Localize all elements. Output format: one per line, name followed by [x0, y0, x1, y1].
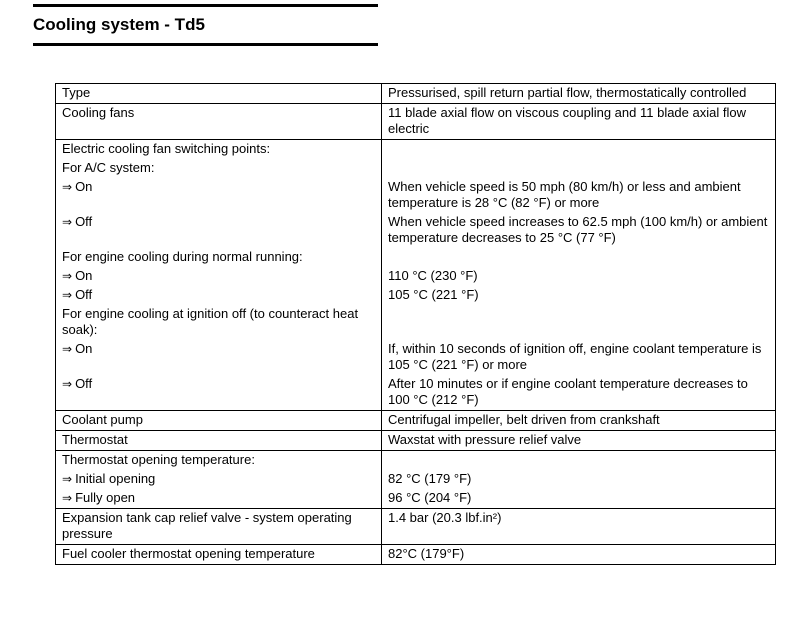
spec-row — [56, 84, 776, 104]
spec-label: On — [75, 341, 93, 356]
spec-value: 1.4 bar (20.3 lbf.in²) — [388, 510, 502, 525]
spec-label-cell — [56, 84, 382, 104]
spec-value-cell — [382, 411, 776, 431]
spec-value-cell — [382, 545, 776, 565]
spec-label: For engine cooling at ignition off (to counteract heat soak): — [62, 306, 359, 337]
spec-value: Pressurised, spill return partial flow, thermostatically controlled — [388, 85, 747, 100]
spec-value: Centrifugal impeller, belt driven from crankshaft — [388, 412, 660, 427]
spec-value: Waxstat with pressure relief valve — [388, 432, 582, 447]
spec-label: For engine cooling during normal running: — [62, 249, 303, 264]
spec-row — [56, 267, 776, 286]
spec-label: Thermostat opening temperature: — [62, 452, 255, 467]
spec-value-cell — [382, 489, 776, 509]
spec-label-cell — [56, 470, 382, 489]
spec-label-cell — [56, 104, 382, 140]
section-heading — [33, 4, 378, 46]
spec-label-cell — [56, 286, 382, 305]
spec-table-body — [56, 84, 776, 565]
spec-label-cell — [56, 411, 382, 431]
spec-value: 96 °C (204 °F) — [388, 490, 472, 505]
spec-label: On — [75, 179, 93, 194]
spec-row — [56, 286, 776, 305]
spec-value: When vehicle speed increases to 62.5 mph (100 km/h) or ambient temperature decreases to 25 °C (77 °F) — [388, 214, 768, 245]
spec-label: Expansion tank cap relief valve - system operating pressure — [62, 510, 352, 541]
spec-label-cell — [56, 305, 382, 340]
spec-label-cell — [56, 140, 382, 160]
spec-label: Off — [75, 214, 93, 229]
spec-value-cell — [382, 178, 776, 213]
spec-label: Cooling fans — [62, 105, 135, 120]
spec-row — [56, 451, 776, 471]
arrow-right-icon: ⇒ — [62, 215, 73, 229]
spec-label: Thermostat — [62, 432, 128, 447]
spec-label-cell — [56, 340, 382, 375]
spec-value-cell — [382, 451, 776, 471]
spec-row — [56, 375, 776, 411]
spec-label-cell — [56, 178, 382, 213]
spec-row — [56, 411, 776, 431]
spec-value-cell — [382, 470, 776, 489]
spec-row — [56, 248, 776, 267]
spec-label: Fully open — [75, 490, 136, 505]
spec-value: 105 °C (221 °F) — [388, 287, 479, 302]
spec-value-cell — [382, 159, 776, 178]
spec-label: Electric cooling fan switching points: — [62, 141, 271, 156]
spec-label-cell — [56, 451, 382, 471]
arrow-right-icon: ⇒ — [62, 472, 73, 486]
spec-row — [56, 305, 776, 340]
spec-label-cell — [56, 267, 382, 286]
spec-value-cell — [382, 375, 776, 411]
section-title: Cooling system - Td5 — [33, 15, 205, 34]
arrow-right-icon: ⇒ — [62, 377, 73, 391]
cooling-spec-table — [55, 83, 776, 565]
spec-value: When vehicle speed is 50 mph (80 km/h) or less and ambient temperature is 28 °C (82 °F) or more — [388, 179, 741, 210]
arrow-right-icon: ⇒ — [62, 288, 73, 302]
spec-label-cell — [56, 375, 382, 411]
spec-label: Initial opening — [75, 471, 156, 486]
spec-label-cell — [56, 213, 382, 248]
spec-label-cell — [56, 248, 382, 267]
heading-rule-top — [33, 4, 378, 7]
spec-value-cell — [382, 84, 776, 104]
spec-label: Type — [62, 85, 91, 100]
spec-label: Coolant pump — [62, 412, 143, 427]
spec-row — [56, 104, 776, 140]
spec-value: 110 °C (230 °F) — [388, 268, 478, 283]
spec-value-cell — [382, 267, 776, 286]
spec-label: Fuel cooler thermostat opening temperature — [62, 546, 315, 561]
spec-value: 82°C (179°F) — [388, 546, 465, 561]
spec-value-cell — [382, 213, 776, 248]
spec-row — [56, 213, 776, 248]
spec-row — [56, 178, 776, 213]
spec-row — [56, 509, 776, 545]
spec-label: Off — [75, 376, 93, 391]
spec-value-cell — [382, 248, 776, 267]
spec-label-cell — [56, 489, 382, 509]
spec-label: Off — [75, 287, 93, 302]
heading-rule-bottom — [33, 43, 378, 46]
spec-value-cell — [382, 305, 776, 340]
spec-value-cell — [382, 286, 776, 305]
spec-row — [56, 140, 776, 160]
spec-label: On — [75, 268, 93, 283]
spec-row — [56, 159, 776, 178]
spec-label-cell — [56, 509, 382, 545]
spec-value-cell — [382, 509, 776, 545]
spec-value: 11 blade axial flow on viscous coupling and 11 blade axial flow electric — [388, 105, 746, 136]
spec-label-cell — [56, 159, 382, 178]
arrow-right-icon: ⇒ — [62, 342, 73, 356]
spec-row — [56, 489, 776, 509]
arrow-right-icon: ⇒ — [62, 269, 73, 283]
spec-value-cell — [382, 431, 776, 451]
spec-label-cell — [56, 545, 382, 565]
spec-row — [56, 470, 776, 489]
spec-value: After 10 minutes or if engine coolant temperature decreases to 100 °C (212 °F) — [388, 376, 748, 407]
spec-row — [56, 545, 776, 565]
arrow-right-icon: ⇒ — [62, 491, 73, 505]
spec-value: 82 °C (179 °F) — [388, 471, 472, 486]
spec-value-cell — [382, 140, 776, 160]
spec-row — [56, 340, 776, 375]
spec-value-cell — [382, 340, 776, 375]
spec-value-cell — [382, 104, 776, 140]
spec-label-cell — [56, 431, 382, 451]
spec-label: For A/C system: — [62, 160, 155, 175]
spec-row — [56, 431, 776, 451]
arrow-right-icon: ⇒ — [62, 180, 73, 194]
spec-value: If, within 10 seconds of ignition off, engine coolant temperature is 105 °C (221 °F) or more — [388, 341, 762, 372]
